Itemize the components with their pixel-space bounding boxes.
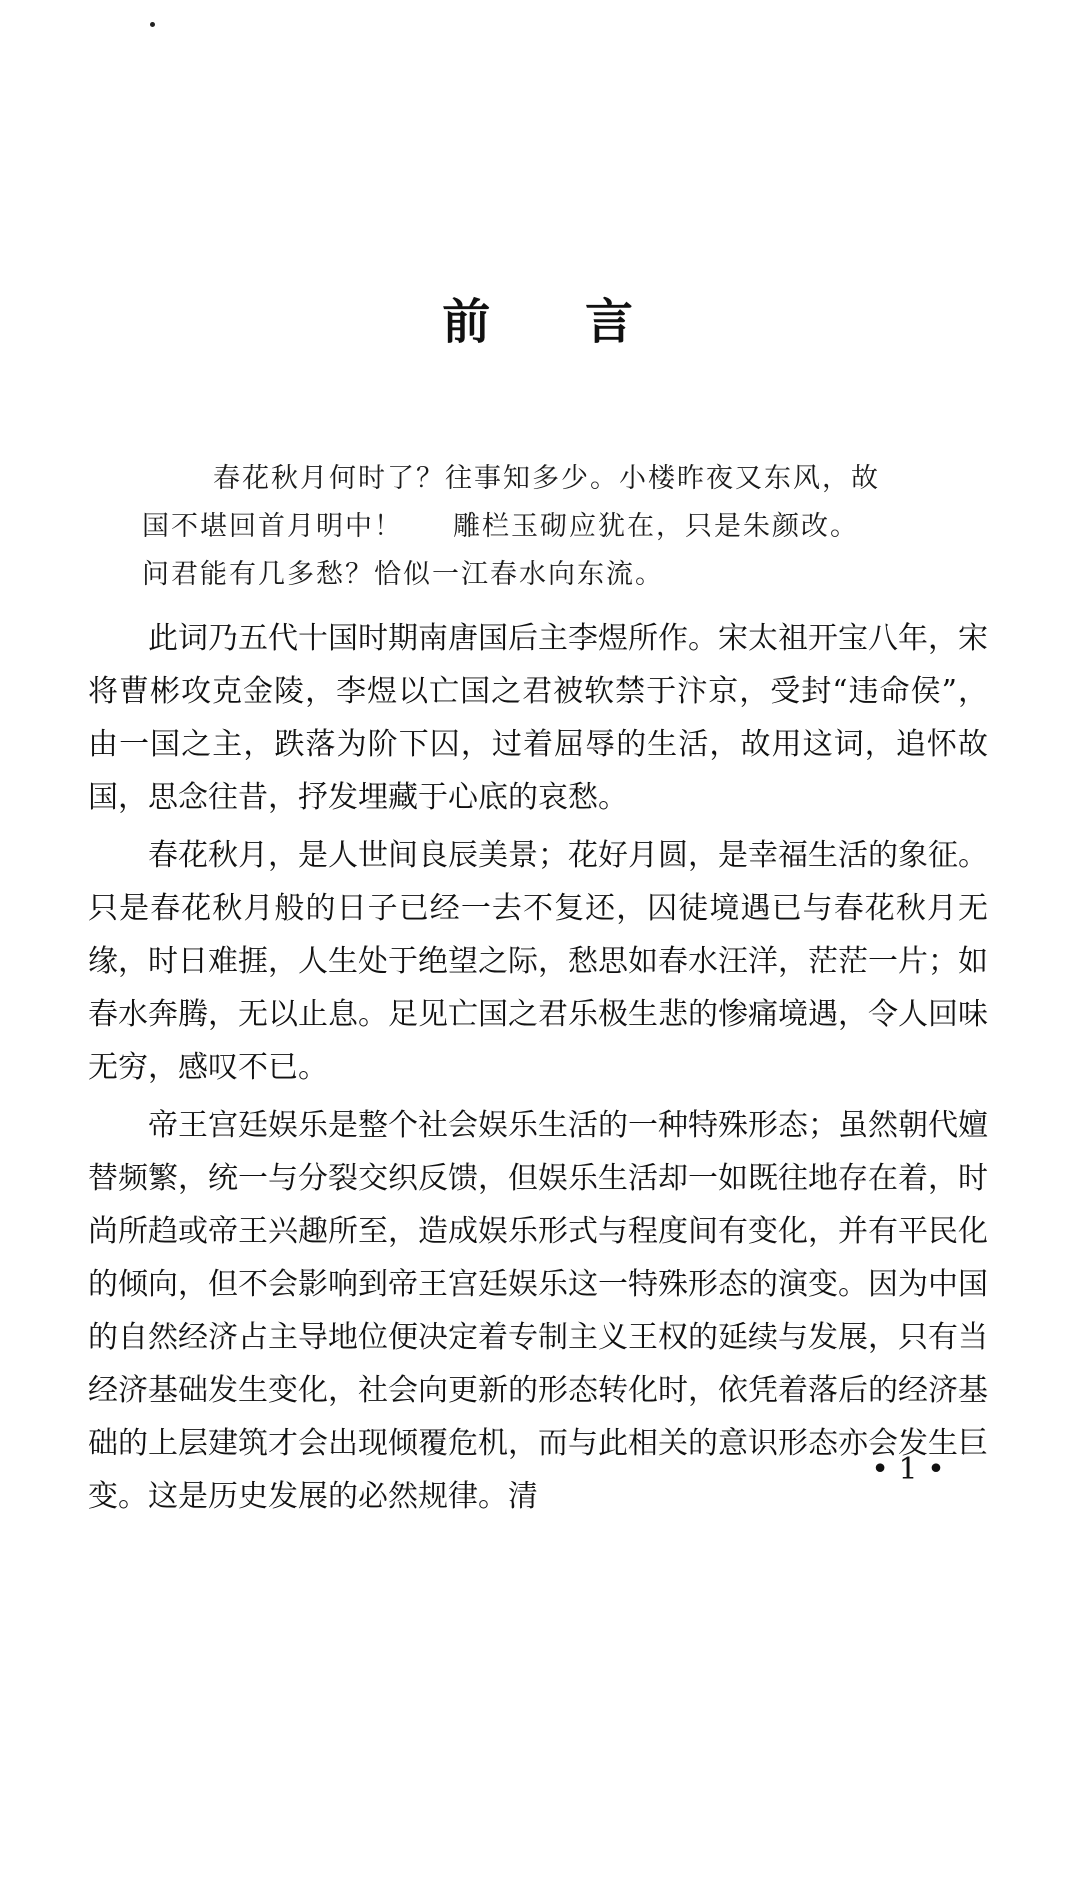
title-char-1: 前: [442, 294, 495, 350]
poem-block: [142, 455, 962, 599]
poem-line-2: [142, 503, 962, 551]
paragraph-2: 春花秋月，是人世间良辰美景；花好月圆，是幸福生活的象征。只是春花秋月般的日子已经一去不复还，囚徒境遇已与春花秋月无缘，时日难捱，人生处于绝望之际，愁思如春水汪洋，茫茫一片；如春水奔腾，无以止息。足见亡国之君乐极生悲的惨痛境遇，令人回味无穷，感叹不已。: [88, 838, 988, 1085]
poem-line-2b: 雕栏玉砌应犹在，只是朱颜改。: [453, 511, 859, 542]
paragraph-1: 此词乃五代十国时期南唐国后主李煜所作。宋太祖开宝八年，宋将曹彬攻克金陵，李煜以亡国之君被软禁于汴京，受封“违命侯”，由一国之主，跌落为阶下囚，过着屈辱的生活，故用这词，追怀故国，思念往昔，抒发埋藏于心底的哀愁。: [88, 621, 988, 815]
poem-line-1: 春花秋月何时了？往事知多少。小楼昨夜又东风，故: [213, 463, 880, 494]
page-number: • 1 •: [871, 1452, 945, 1487]
poem-line-3: 问君能有几多愁？恰似一江春水向东流。: [142, 559, 664, 590]
body-text: [88, 612, 988, 1528]
scan-speck: [150, 22, 155, 27]
poem-line-2a: 国不堪回首月明中！: [142, 511, 403, 542]
page-title: [0, 292, 1080, 352]
title-char-2: 言: [585, 294, 638, 350]
paragraph-3: 帝王宫廷娱乐是整个社会娱乐生活的一种特殊形态；虽然朝代嬗替频繁，统一与分裂交织反馈，但娱乐生活却一如既往地存在着，时尚所趋或帝王兴趣所至，造成娱乐形式与程度间有变化，并有平民化的倾向，但不会影响到帝王宫廷娱乐这一特殊形态的演变。因为中国的自然经济占主导地位便决定着专制主义王权的延续与发展，只有当经济基础发生变化，社会向更新的形态转化时，依凭着落后的经济基础的上层建筑才会出现倾覆危机，而与此相关的意识形态亦会发生巨变。这是历史发展的必然规律。清: [88, 1108, 988, 1514]
